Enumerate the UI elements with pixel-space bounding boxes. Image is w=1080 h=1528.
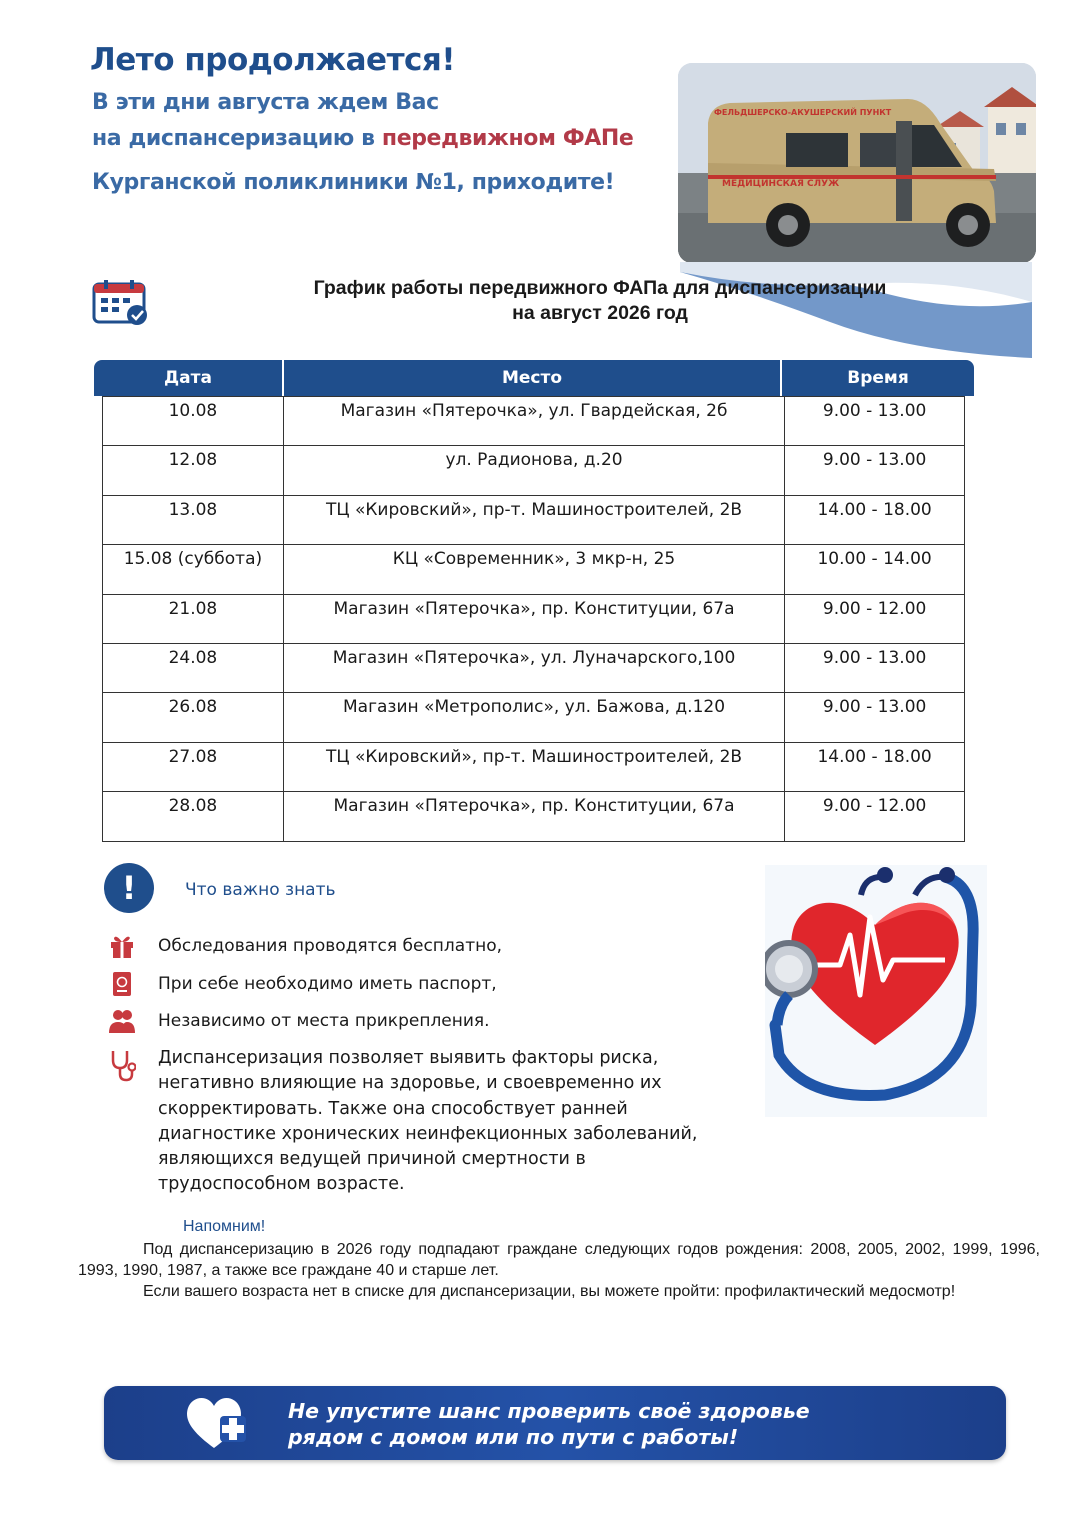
- header-line-2-prefix: на диспансеризацию в: [92, 126, 382, 151]
- stethoscope-icon: [108, 1048, 136, 1082]
- cell-place: Магазин «Пятерочка», ул. Луначарского,100: [283, 643, 784, 692]
- banner-line-2: рядом с домом или по пути с работы!: [288, 1425, 739, 1449]
- cell-time: 9.00 - 13.00: [785, 693, 965, 742]
- paragraph-line: трудоспособном возрасте.: [158, 1174, 405, 1195]
- cell-place: ТЦ «Кировский», пр-т. Машиностроителей, 2В: [283, 495, 784, 544]
- schedule-title: [290, 276, 910, 326]
- reminder-heading: Напомним!: [183, 1218, 266, 1235]
- cell-place: КЦ «Современник», 3 мкр-н, 25: [283, 545, 784, 594]
- table-row: [103, 742, 965, 791]
- cell-date: 24.08: [103, 643, 284, 692]
- schedule-title-line-2: на август 2026 год: [512, 302, 688, 324]
- cell-date: 13.08: [103, 495, 284, 544]
- paragraph-line: скорректировать. Также она способствует ранней: [158, 1098, 628, 1119]
- banner-text: [288, 1398, 810, 1450]
- paragraph-line: являющихся ведущей причиной смертности в: [158, 1149, 586, 1170]
- cell-time: 9.00 - 13.00: [785, 397, 965, 446]
- cell-date: 10.08: [103, 397, 284, 446]
- bullet-passport: При себе необходимо иметь паспорт,: [158, 974, 497, 994]
- cell-time: 9.00 - 12.00: [785, 792, 965, 841]
- header: [90, 42, 455, 78]
- van-top-sign: ФЕЛЬДШЕРСКО-АКУШЕРСКИЙ ПУНКТ: [714, 108, 892, 117]
- cell-place: ул. Радионова, д.20: [283, 446, 784, 495]
- info-paragraph: [158, 1046, 718, 1198]
- van-photo: [678, 63, 1036, 263]
- paragraph-line: Диспансеризация позволяет выявить факторы риска,: [158, 1048, 659, 1068]
- heart-plus-icon: [184, 1394, 252, 1452]
- cell-time: 9.00 - 13.00: [785, 446, 965, 495]
- exclamation-icon: !: [104, 863, 154, 913]
- schedule-title-line-1: График работы передвижного ФАПа для диспансеризации: [313, 277, 887, 299]
- bottom-banner: [104, 1386, 1006, 1460]
- calendar-icon: [92, 280, 150, 326]
- cell-time: 9.00 - 13.00: [785, 643, 965, 692]
- paragraph-line: диагностике хронических неинфекционных заболеваний,: [158, 1123, 698, 1144]
- table-row: [103, 693, 965, 742]
- cell-time: 14.00 - 18.00: [785, 495, 965, 544]
- cell-date: 12.08: [103, 446, 284, 495]
- cell-time: 14.00 - 18.00: [785, 742, 965, 791]
- cell-place: Магазин «Пятерочка», пр. Конституции, 67а: [283, 594, 784, 643]
- cell-time: 9.00 - 12.00: [785, 594, 965, 643]
- table-row: [103, 446, 965, 495]
- gift-icon: [108, 932, 136, 960]
- cell-date: 21.08: [103, 594, 284, 643]
- header-line-2-accent: передвижном ФАПе: [381, 126, 634, 151]
- page-title: Лето продолжается!: [90, 42, 455, 78]
- table-row: [103, 397, 965, 446]
- column-header-time: Время: [847, 368, 909, 388]
- cell-date: 26.08: [103, 693, 284, 742]
- header-line-3: Курганской поликлиники №1, приходите!: [92, 170, 615, 195]
- schedule-table: [102, 396, 965, 842]
- cell-time: 10.00 - 14.00: [785, 545, 965, 594]
- passport-icon: [108, 970, 136, 998]
- table-row: [103, 495, 965, 544]
- table-row: [103, 594, 965, 643]
- cell-place: Магазин «Пятерочка», ул. Гвардейская, 2б: [283, 397, 784, 446]
- banner-line-1: Не упустите шанс проверить своё здоровье: [288, 1399, 810, 1423]
- bullet-free: Обследования проводятся бесплатно,: [158, 936, 503, 956]
- column-header-place: Место: [284, 360, 782, 396]
- cell-place: Магазин «Пятерочка», пр. Конституции, 67а: [283, 792, 784, 841]
- reminder-paragraph-1: Под диспансеризацию в 2026 году подпадают граждане следующих годов рождения: 2008, 2005, 2002, 1999, 1996, 1993, 1990, 1987, а также все граждане 40 и старше лет.: [78, 1241, 1040, 1279]
- cell-place: ТЦ «Кировский», пр-т. Машиностроителей, 2В: [283, 742, 784, 791]
- cell-date: 28.08: [103, 792, 284, 841]
- cell-date: 27.08: [103, 742, 284, 791]
- people-icon: [108, 1007, 136, 1035]
- bullet-attachment: Независимо от места прикрепления.: [158, 1011, 490, 1031]
- header-line-1: В эти дни августа ждем Вас: [92, 90, 439, 115]
- van-side-sign: МЕДИЦИНСКАЯ СЛУЖ: [722, 179, 840, 189]
- reminder-paragraph-2: Если вашего возраста нет в списке для диспансеризации, вы можете пройти: профилактический медосмотр!: [143, 1283, 956, 1300]
- info-heading: Что важно знать: [185, 880, 336, 900]
- schedule-table-header: [94, 360, 974, 396]
- table-row: [103, 792, 965, 841]
- cell-place: Магазин «Метрополис», ул. Бажова, д.120: [283, 693, 784, 742]
- header-line-2: [92, 126, 633, 151]
- cell-date: 15.08 (суббота): [103, 545, 284, 594]
- table-row: [103, 643, 965, 692]
- column-header-date: Дата: [94, 360, 284, 396]
- heart-stethoscope-illustration: [765, 865, 987, 1117]
- paragraph-line: негативно влияющие на здоровье, и своевременно их: [158, 1073, 662, 1094]
- table-row: [103, 545, 965, 594]
